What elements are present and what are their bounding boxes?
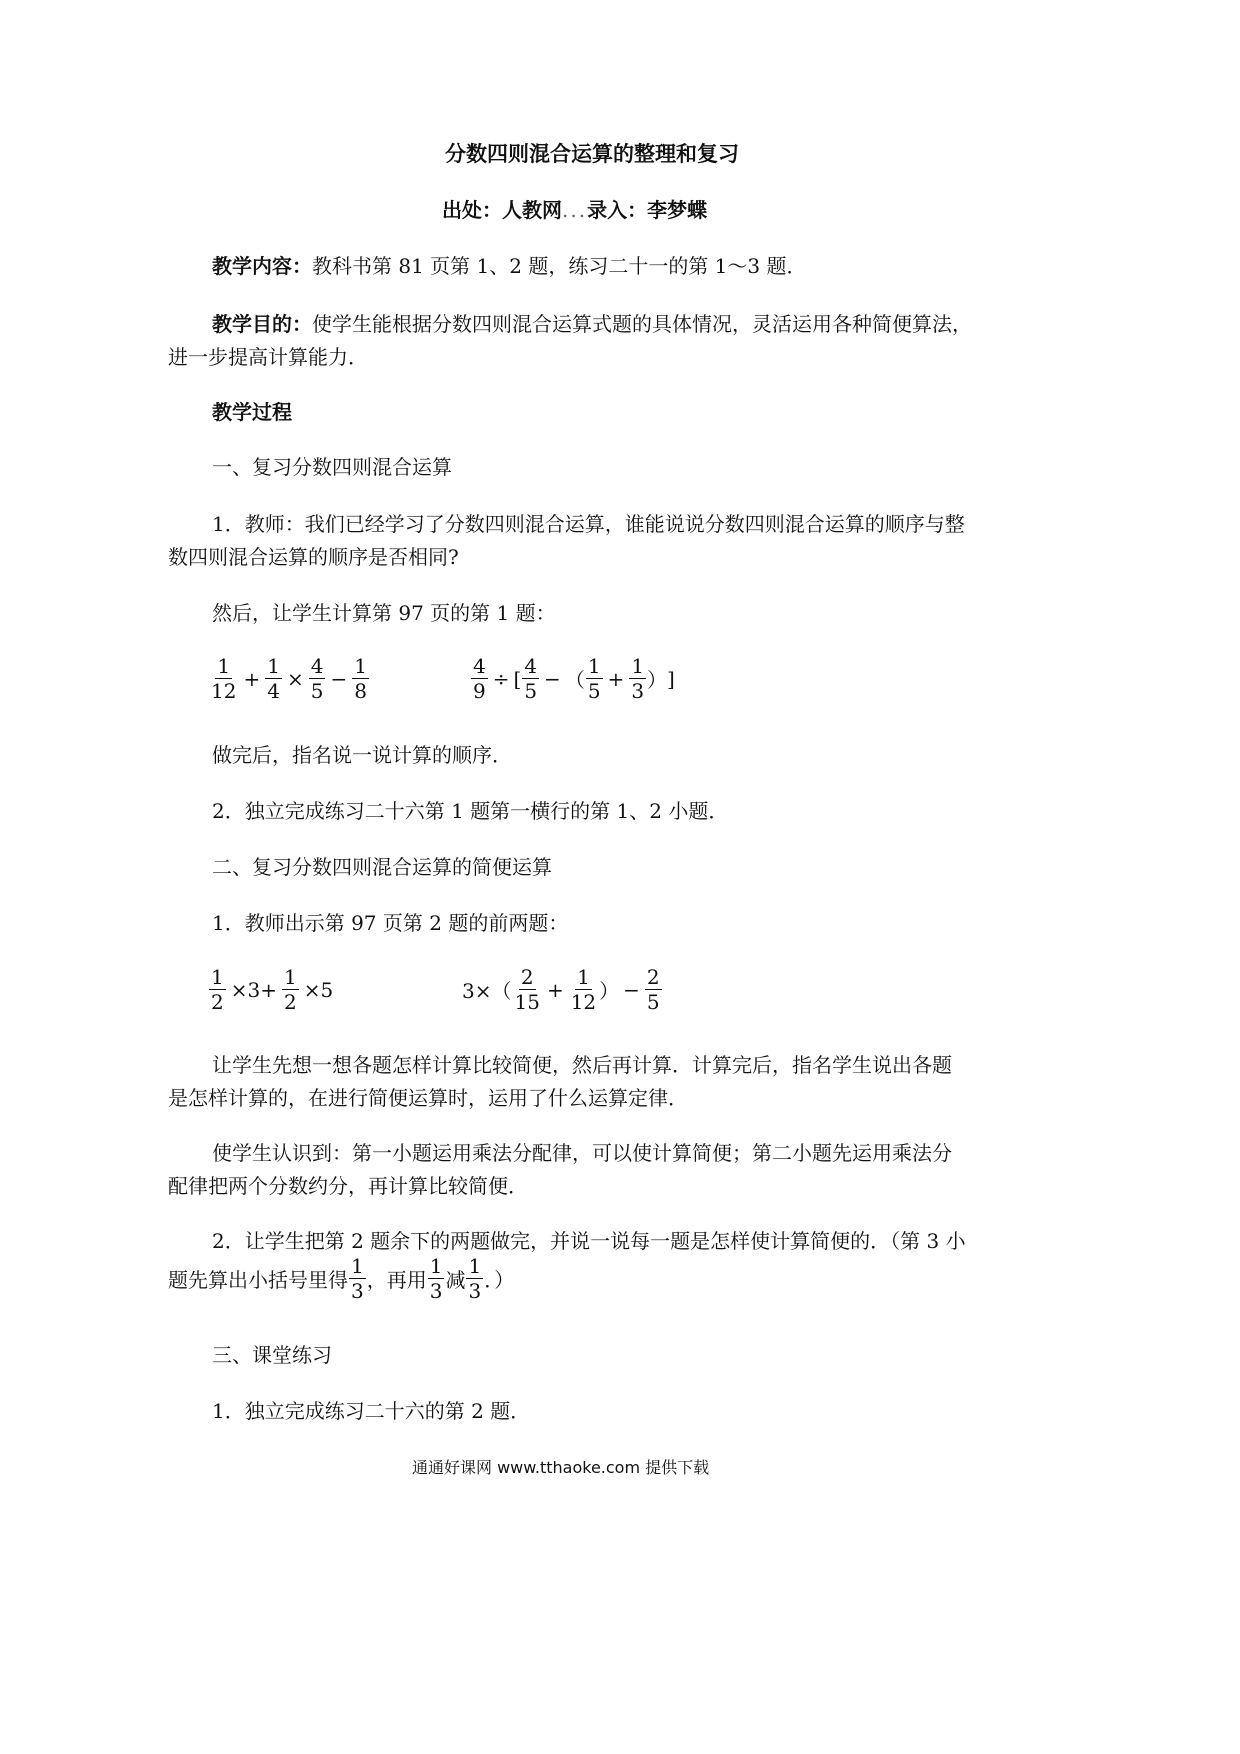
fraction: $\frac{1}{3}$ bbox=[631, 654, 645, 703]
source-label: 出处：人教网 bbox=[442, 198, 562, 222]
paren: ） bbox=[599, 979, 620, 1003]
operator: ×3+ bbox=[230, 977, 277, 1002]
goal-line-1 bbox=[212, 311, 972, 337]
operator: × bbox=[286, 666, 304, 691]
operator: − bbox=[623, 977, 640, 1002]
section-3-heading: 三、课堂练习 bbox=[212, 1343, 332, 1367]
content-paragraph bbox=[212, 253, 807, 279]
goal-line-2: 进一步提高计算能力． bbox=[168, 345, 368, 369]
section-2-paragraph-2-line-1: 让学生先想一想各题怎样计算比较简便，然后再计算．计算完后，指名学生说出各题 bbox=[212, 1053, 952, 1077]
fraction: $\frac{1}{8}$ bbox=[354, 654, 367, 703]
page-title: 分数四则混合运算的整理和复习 bbox=[445, 141, 739, 166]
fraction: $\frac{4}{5}$ bbox=[310, 654, 324, 703]
source-line bbox=[442, 197, 707, 223]
inline-text: ，再用 bbox=[366, 1268, 427, 1292]
operator: + bbox=[546, 977, 564, 1002]
section-2-paragraph-3-line-2: 配律把两个分数约分，再计算比较简便． bbox=[168, 1174, 528, 1198]
operator: ×5 bbox=[303, 977, 334, 1002]
fraction: $\frac{2}{5}$ bbox=[646, 965, 660, 1014]
section-1-paragraph-1-line-2: 数四则混合运算的顺序是否相同? bbox=[168, 545, 459, 569]
fraction: $\frac{1}{12}$ bbox=[211, 654, 237, 703]
content-label: 教学内容： bbox=[212, 254, 312, 278]
fraction: $\frac{1}{4}$ bbox=[267, 654, 280, 703]
section-2-paragraph-3-line-1: 使学生认识到：第一小题运用乘法分配律，可以使计算简便；第二小题先运用乘法分 bbox=[212, 1141, 952, 1165]
inline-text: 题先算出小括号里得 bbox=[168, 1268, 348, 1292]
operator: ÷ bbox=[492, 666, 510, 691]
section-1-paragraph-1-line-1: 1．教师：我们已经学习了分数四则混合运算，谁能说说分数四则混合运算的顺序与整 bbox=[212, 512, 965, 536]
fraction: $\frac{1}{3}$ bbox=[429, 1254, 443, 1303]
source-dots: ... bbox=[562, 198, 588, 222]
paren: ） bbox=[647, 668, 668, 692]
section-2-paragraph-1: 1．教师出示第 97 页第 2 题的前两题： bbox=[212, 911, 569, 935]
operator: − bbox=[544, 666, 561, 691]
section-1-paragraph-3: 做完后，指名说一说计算的顺序． bbox=[212, 743, 512, 767]
operator: − bbox=[330, 666, 348, 691]
bracket: ] bbox=[667, 666, 675, 691]
section-1-heading: 一、复习分数四则混合运算 bbox=[212, 455, 452, 479]
fraction: $\frac{2}{15}$ bbox=[514, 965, 540, 1014]
section-2-paragraph-4-line-2 bbox=[168, 1255, 514, 1302]
fraction: $\frac{1}{12}$ bbox=[570, 965, 597, 1014]
content-text: 教科书第 81 页第 1、2 题，练习二十一的第 1～3 题． bbox=[312, 254, 807, 278]
math-expression-3 bbox=[208, 966, 337, 1013]
operator: + bbox=[243, 666, 261, 691]
section-3-paragraph-1: 1．独立完成练习二十六的第 2 题． bbox=[212, 1399, 531, 1423]
fraction: $\frac{1}{3}$ bbox=[468, 1254, 482, 1303]
paren: （ bbox=[564, 668, 585, 692]
section-2-heading: 二、复习分数四则混合运算的简便运算 bbox=[212, 855, 552, 879]
entry-label: 录入：李梦蝶 bbox=[587, 198, 708, 222]
fraction: $\frac{1}{3}$ bbox=[351, 1254, 364, 1303]
section-1-paragraph-4: 2．独立完成练习二十六第 1 题第一横行的第 1、2 小题． bbox=[212, 799, 729, 823]
operator: 3×（ bbox=[462, 979, 512, 1003]
section-1-paragraph-2: 然后，让学生计算第 97 页的第 1 题： bbox=[212, 601, 556, 625]
goal-label: 教学目的： bbox=[212, 312, 312, 336]
inline-text: 减 bbox=[445, 1268, 466, 1292]
math-expression-1 bbox=[208, 655, 370, 702]
operator: + bbox=[607, 666, 625, 691]
fraction: $\frac{1}{2}$ bbox=[283, 965, 297, 1014]
fraction: $\frac{4}{5}$ bbox=[524, 654, 538, 703]
bracket: [ bbox=[513, 666, 522, 691]
goal-text: 使学生能根据分数四则混合运算式题的具体情况，灵活运用各种简便算法， bbox=[312, 312, 972, 336]
inline-text: ．） bbox=[484, 1268, 515, 1292]
math-expression-2 bbox=[470, 655, 675, 702]
process-heading: 教学过程 bbox=[212, 400, 292, 424]
math-expression-4 bbox=[462, 966, 663, 1013]
section-2-paragraph-4-line-1: 2．让学生把第 2 题余下的两题做完，并说一说每一题是怎样使计算简便的．（第 3 小 bbox=[212, 1229, 966, 1253]
footer-credit: 通通好课网 www.tthaoke.com 提供下载 bbox=[412, 1458, 710, 1477]
section-2-paragraph-2-line-2: 是怎样计算的，在进行简便运算时，运用了什么运算定律． bbox=[168, 1086, 688, 1110]
fraction: $\frac{4}{9}$ bbox=[473, 654, 486, 703]
fraction: $\frac{1}{5}$ bbox=[587, 654, 601, 703]
fraction: $\frac{1}{2}$ bbox=[211, 965, 224, 1014]
